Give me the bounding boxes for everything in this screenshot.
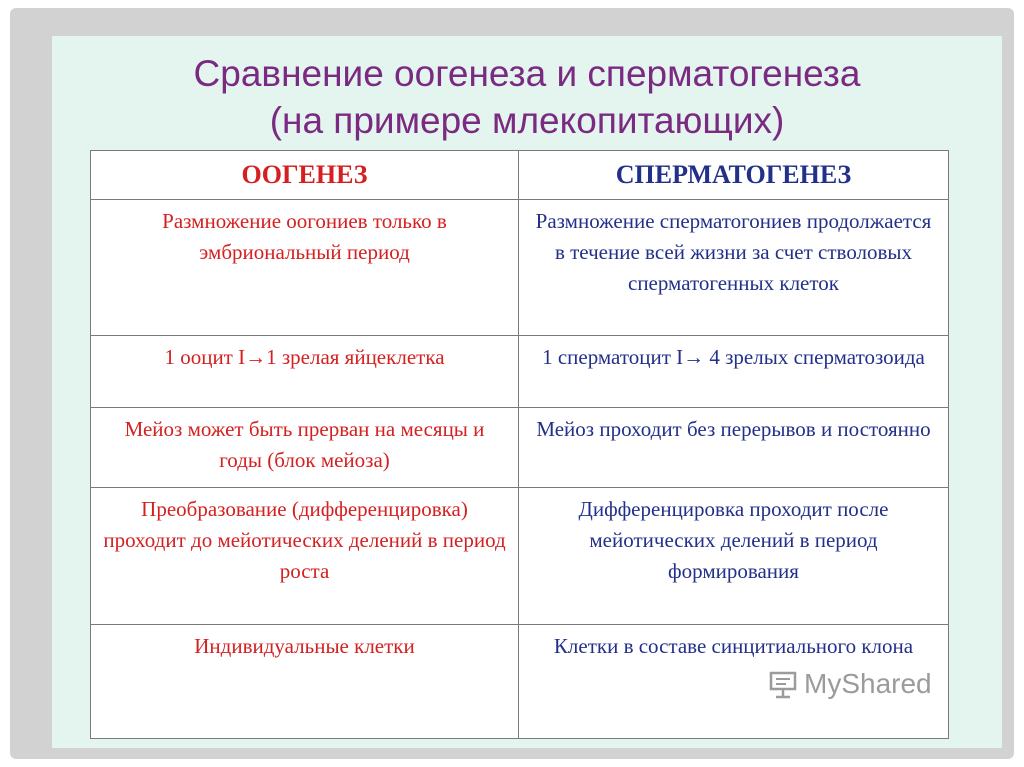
watermark-text: MyShared bbox=[804, 668, 932, 699]
table-row bbox=[91, 200, 949, 336]
header-spermatogenesis: СПЕРМАТОГЕНЕЗ bbox=[519, 151, 949, 200]
table-row bbox=[91, 408, 949, 488]
cell-oogenesis: 1 ооцит I→1 зрелая яйцеклетка bbox=[91, 336, 519, 408]
table-row bbox=[91, 488, 949, 625]
cell-oogenesis: Индивидуальные клетки bbox=[91, 625, 519, 739]
title-line-2: (на примере млекопитающих) bbox=[269, 100, 785, 141]
slide-title bbox=[52, 50, 1002, 144]
cell-spermatogenesis: Клетки в составе синцитиального клона bbox=[519, 625, 949, 739]
presentation-board-icon bbox=[768, 669, 798, 699]
title-line-1: Сравнение оогенеза и сперматогенеза bbox=[193, 53, 861, 94]
comparison-table bbox=[90, 150, 949, 739]
watermark bbox=[768, 668, 932, 700]
cell-oogenesis: Преобразование (дифференцировка) проходит до мейотических делений в период роста bbox=[91, 488, 519, 625]
header-oogenesis: ООГЕНЕЗ bbox=[91, 151, 519, 200]
cell-spermatogenesis: Мейоз проходит без перерывов и постоянно bbox=[519, 408, 949, 488]
cell-oogenesis: Размножение оогониев только в эмбриональный период bbox=[91, 200, 519, 336]
cell-spermatogenesis: 1 сперматоцит I→ 4 зрелых сперматозоида bbox=[519, 336, 949, 408]
cell-oogenesis: Мейоз может быть прерван на месяцы и годы (блок мейоза) bbox=[91, 408, 519, 488]
cell-spermatogenesis: Дифференцировка проходит после мейотических делений в период формирования bbox=[519, 488, 949, 625]
cell-spermatogenesis: Размножение сперматогониев продолжается в течение всей жизни за счет стволовых сперматогенных клеток bbox=[519, 200, 949, 336]
table-header-row bbox=[91, 151, 949, 200]
table-row bbox=[91, 336, 949, 408]
